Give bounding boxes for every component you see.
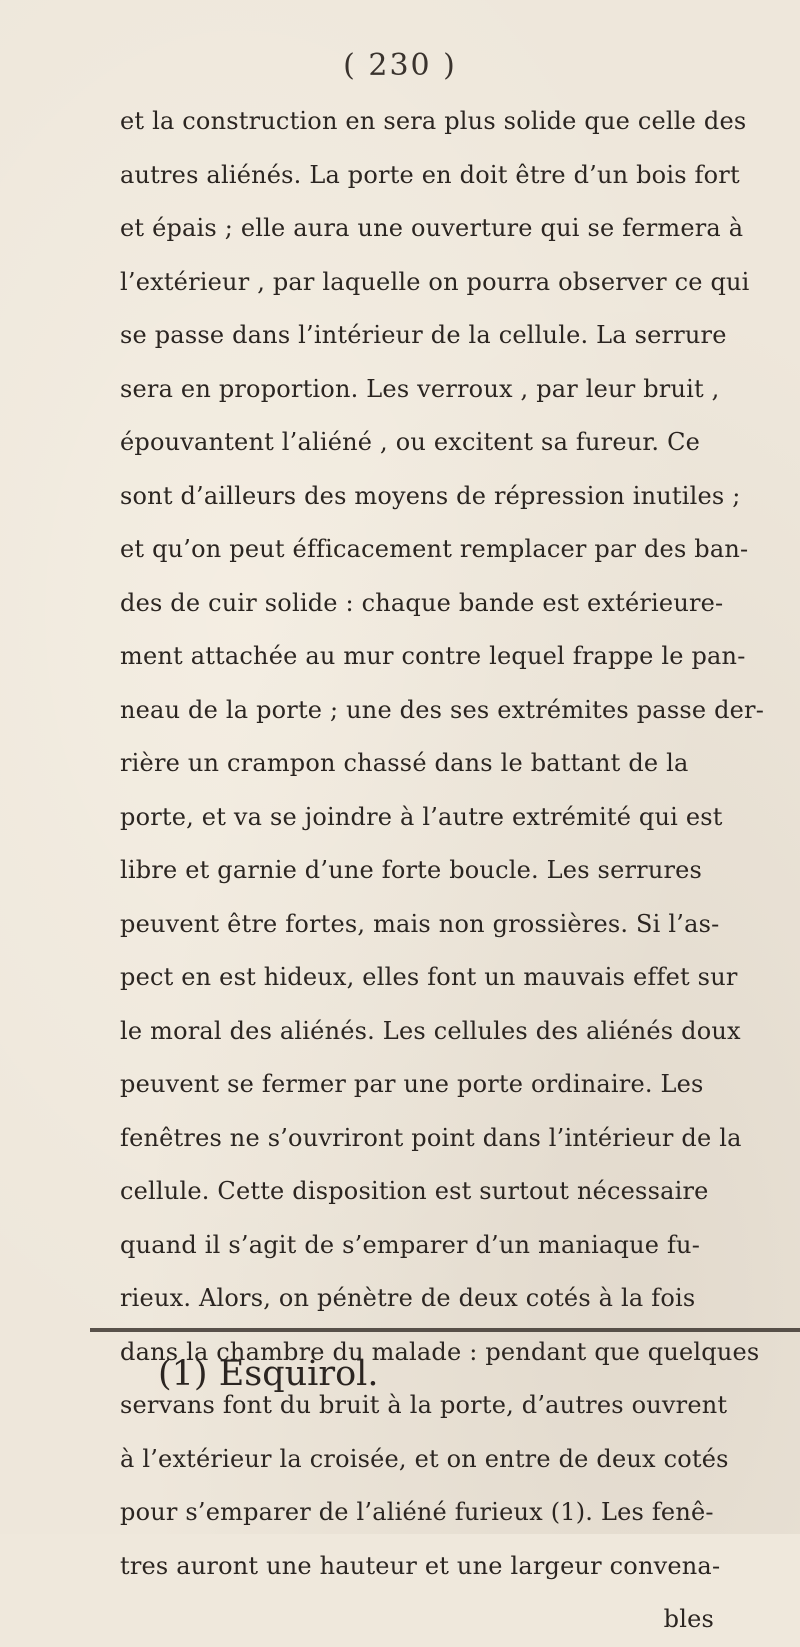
text-line: et qu’on peut éfficacement remplacer par des ban- [120,535,749,563]
text-line: l’extérieur , par laquelle on pourra observer ce qui [120,267,750,296]
text-line: ment attachée au mur contre lequel frappe le pan- [120,642,746,670]
text-line: des de cuir solide : chaque bande est extérieure- [120,588,724,617]
text-line: rieux. Alors, on pénètre de deux cotés à la fois [120,1284,696,1312]
text-line: et la construction en sera plus solide que celle des [120,107,747,135]
text-line: libre et garnie d’une forte boucle. Les serrures [120,856,703,884]
text-line: le moral des aliénés. Les cellules des aliénés doux [120,1016,741,1045]
text-line: peuvent se fermer par une porte ordinaire. Les [120,1070,704,1098]
footnote-rule [90,1328,800,1332]
text-line: porte, et va se joindre à l’autre extrémité qui est [120,802,723,831]
text-line: autres aliénés. La porte en doit être d’un bois fort [120,160,740,189]
text-line: tres auront une hauteur et une largeur convena- [120,1551,721,1580]
text-line: à l’extérieur la croisée, et on entre de deux cotés [120,1444,729,1473]
page-number: ( 230 ) [343,48,457,83]
text-line: fenêtres ne s’ouvriront point dans l’intérieur de la [120,1123,742,1152]
text-line: et épais ; elle aura une ouverture qui se fermera à [120,214,744,242]
text-line: rière un crampon chassé dans le battant de la [120,749,689,777]
text-line: pect en est hideux, elles font un mauvais effet sur [120,963,738,991]
text-line: dans la chambre du malade : pendant que quelques [120,1337,760,1366]
text-line: servans font du bruit à la porte, d’autres ouvrent [120,1391,728,1419]
text-line: épouvantent l’aliéné , ou excitent sa fureur. Ce [120,428,701,456]
body-text [120,95,800,1647]
text-line: sont d’ailleurs des moyens de répression inutiles ; [120,481,741,510]
catchword: bles [663,1605,714,1633]
footnote: (1) Esquirol. [158,1354,379,1394]
text-line: neau de la porte ; une des ses extrémites passe der- [120,695,765,724]
text-line: se passe dans l’intérieur de la cellule. La serrure [120,321,727,349]
text-line: cellule. Cette disposition est surtout nécessaire [120,1177,709,1205]
text-line: pour s’emparer de l’aliéné furieux (1). Les fenê- [120,1498,714,1526]
text-line: peuvent être fortes, mais non grossières. Si l’as- [120,909,720,938]
text-line: sera en proportion. Les verroux , par leur bruit , [120,374,720,403]
text-line: quand il s’agit de s’emparer d’un maniaque fu- [120,1230,701,1259]
